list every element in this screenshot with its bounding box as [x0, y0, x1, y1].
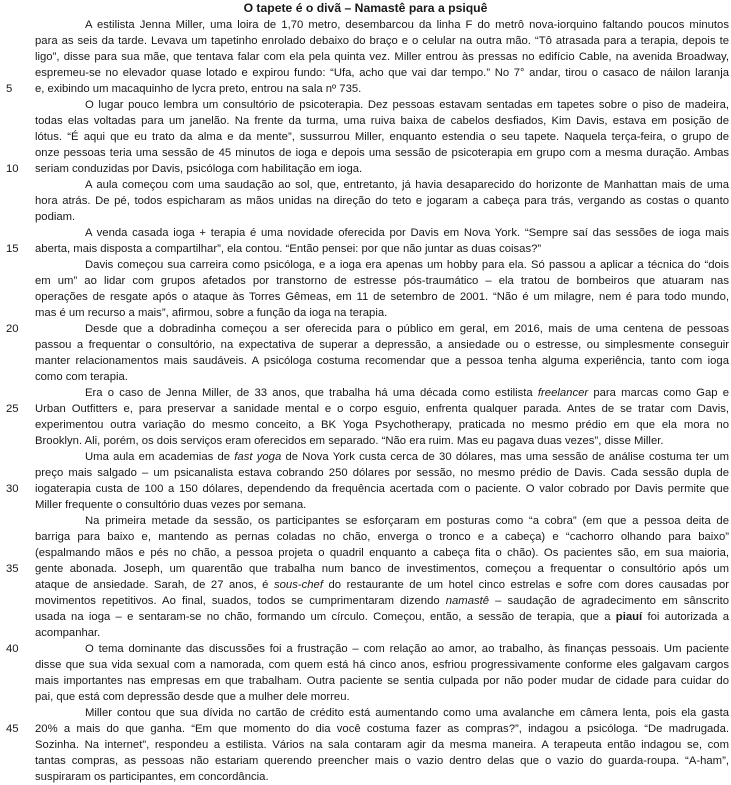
line-text	[35, 513, 731, 529]
line-text	[35, 321, 731, 337]
plain-text: seriam conduzidas por Davis, psicóloga com habilitação em ioga.	[35, 163, 363, 175]
line-text	[35, 641, 731, 657]
plain-text: espremeu-se no elevador quase lotado e expirou fundo: “Ufa, acho que vai dar tempo.” No 7° andar, tirou o casaco de náilon laranja	[35, 67, 729, 79]
plain-text: usada na ioga – e sentaram-se no chão, formando um círculo. Começou, então, a sessão de terapia, que a	[35, 611, 616, 623]
line-text	[35, 625, 731, 641]
plain-text: O tema dominante das discussões foi a frustração – com relação ao amor, ao trabalho, às finanças pessoais. Um paciente	[85, 643, 729, 655]
text-line	[0, 673, 731, 689]
line-number	[0, 353, 35, 369]
text-line	[0, 737, 731, 753]
plain-text: barriga para baixo e, mantendo as pernas coladas no chão, enverga o tronco e a cabeça) e “cachorro olhando para baixo”	[35, 531, 729, 543]
document-title: O tapete é o divã – Namastê para a psiquê	[243, 1, 488, 15]
plain-text: Na primeira metade da sessão, os participantes se esforçaram em posturas como “a cobra” (em que a pessoa deita de	[85, 515, 729, 527]
line-number	[0, 593, 35, 609]
bold-text: piauí	[615, 611, 643, 623]
text-line	[0, 161, 731, 177]
line-text	[35, 417, 731, 433]
text-line	[0, 753, 731, 769]
line-number: 25	[6, 403, 19, 415]
line-number	[0, 625, 35, 641]
plain-text: Davis começou sua carreira como psicóloga, e a ioga era apenas um hobby para ela. Só passou a aplicar a técnica do “dois	[85, 259, 729, 271]
line-text	[35, 609, 731, 625]
text-line	[0, 433, 731, 449]
plain-text: para as seis da tarde. Levava um tapetinho enrolado debaixo do braço e o celular na outra mão. “Tô atrasada para a terapia, depois te	[35, 35, 729, 47]
line-text	[35, 129, 731, 145]
plain-text: e, exibindo um macaquinho de lycra preto, entrou na sala nº 735.	[35, 83, 362, 95]
line-text	[35, 481, 731, 497]
plain-text: passou a frequentar o consultório, na expectativa de superar a depressão, a ansiedade ou o estresse, ou simplesmente conseguir	[35, 339, 729, 351]
line-number	[0, 305, 35, 321]
line-number	[0, 673, 35, 689]
text-line	[0, 369, 731, 385]
line-number	[0, 609, 35, 625]
line-number	[0, 417, 35, 433]
plain-text: aberta, mais disposta a compartilhar”, ela contou. “Então pensei: por que não juntar as duas coisas?”	[35, 243, 542, 255]
line-text	[35, 161, 731, 177]
plain-text: onze pessoas teria uma sessão de 45 minutos de ioga e depois uma sessão de psicoterapia em grupo com a mesma duração. Ambas	[35, 147, 729, 159]
text-line	[0, 385, 731, 401]
line-number	[0, 177, 35, 193]
line-number: 15	[6, 243, 19, 255]
text-line	[0, 417, 731, 433]
line-text	[35, 17, 731, 33]
line-text	[35, 753, 731, 769]
italic-text: namastê	[445, 595, 490, 607]
text-line	[0, 401, 731, 417]
line-text	[35, 721, 731, 737]
plain-text: A aula começou com uma saudação ao sol, que, entretanto, já havia desaparecido do horizonte de Manhattan mais de uma	[85, 179, 729, 191]
line-text	[35, 49, 731, 65]
plain-text: preço mais salgado – um psicanalista estava cobrando 250 dólares por sessão, no mesmo prédio de Davis. Cada sessão dupla de	[35, 467, 729, 479]
text-line	[0, 321, 731, 337]
plain-text: disse que sua vida sexual com a namorada, com quem está há cinco anos, esfriou progressivamente conforme eles galgavam cargos	[35, 659, 729, 671]
line-text	[35, 561, 731, 577]
text-line	[0, 449, 731, 465]
plain-text: Urban Outfitters e, para preservar a sanidade mental e o corpo esguio, enfrenta qualquer parada. Antes de se tratar com Davis,	[35, 403, 729, 415]
plain-text: para marcas como Gap e	[588, 387, 729, 399]
line-text	[35, 577, 731, 593]
line-number	[0, 49, 35, 65]
text-line	[0, 465, 731, 481]
plain-text: Brooklyn. Ali, porém, os dois serviços eram oferecidos em separado. “Não era ruim. Mas eu pagava duas vezes”, disse Miller.	[35, 435, 664, 447]
plain-text: todas elas voltadas para um janelão. Na frente da turma, uma ruiva baixa de cabelos desfiados, Kim Davis, estava em posição de	[35, 115, 729, 127]
text-line	[0, 705, 731, 721]
line-number: 10	[6, 163, 19, 175]
line-text	[35, 257, 731, 273]
line-text	[35, 593, 731, 609]
line-number	[0, 97, 35, 113]
plain-text: tantas compras, as pessoas não estariam querendo preencher mais o vazio dentro delas que o vazio do guarda-roupa. “A-ham”,	[35, 755, 729, 767]
line-text	[35, 241, 731, 257]
plain-text: Sozinha. Na internet”, respondeu a estilista. Vários na sala contaram agir da mesma maneira. A terapeuta então indagou se, com	[35, 739, 729, 751]
line-text	[35, 369, 731, 385]
text-line	[0, 225, 731, 241]
italic-text: fast yoga	[234, 451, 282, 463]
text-line	[0, 209, 731, 225]
line-text	[35, 177, 731, 193]
text-line	[0, 33, 731, 49]
line-number	[0, 289, 35, 305]
line-number	[0, 193, 35, 209]
plain-text: Desde que a dobradinha começou a ser oferecida para o público em geral, em 2016, mais de uma centena de pessoas	[85, 323, 729, 335]
plain-text: iogaterapia custa de 100 a 150 dólares, dependendo da frequência acertada com o paciente. O valor cobrado por Davis permite que	[35, 483, 729, 495]
plain-text: – saudação de agradecimento em sânscrito	[489, 595, 729, 607]
line-text	[35, 769, 731, 785]
plain-text: pai, que está com depressão desde que a mulher dele morreu.	[35, 691, 350, 703]
plain-text: operações de resgate após o ataque às Torres Gêmeas, em 11 de setembro de 2001. “Não é um milagre, nem é para todo mundo,	[35, 291, 729, 303]
line-text	[35, 289, 731, 305]
line-number	[0, 737, 35, 753]
line-text	[35, 225, 731, 241]
text-line	[0, 609, 731, 625]
line-number	[0, 433, 35, 449]
text-line	[0, 593, 731, 609]
text-line	[0, 577, 731, 593]
line-number	[0, 129, 35, 145]
line-number	[0, 225, 35, 241]
line-number: 35	[6, 563, 19, 575]
text-line	[0, 561, 731, 577]
plain-text: 20% a mais do que ganha. “Em que momento do dia você costuma fazer as compras?”, indagou a psicóloga. “De madrugada.	[35, 723, 729, 735]
text-line	[0, 113, 731, 129]
line-number	[0, 529, 35, 545]
text-line	[0, 145, 731, 161]
text-line	[0, 81, 731, 97]
line-text	[35, 65, 731, 81]
plain-text: como com terapia.	[35, 371, 128, 383]
line-number	[0, 657, 35, 673]
text-line	[0, 657, 731, 673]
plain-text: Uma aula em academias de	[85, 451, 235, 463]
text-line	[0, 625, 731, 641]
line-text	[35, 113, 731, 129]
italic-text: freelancer	[537, 387, 589, 399]
text-line	[0, 177, 731, 193]
text-line	[0, 305, 731, 321]
line-text	[35, 705, 731, 721]
line-number: 30	[6, 483, 19, 495]
plain-text: hora atrás. De pé, todos espicharam as mãos unidas na direção do teto e jogaram a cabeça para trás, vergando as costas o quanto	[35, 195, 729, 207]
line-text	[35, 545, 731, 561]
plain-text: de Nova York custa cerca de 30 dólares, mas uma sessão de análise costuma ter um	[281, 451, 729, 463]
plain-text: lótus. “É aqui que eu trato da alma e da mente”, sussurrou Miller, enquanto estendia o seu tapete. Naquela terça-feira, o grupo de	[35, 131, 729, 143]
line-text	[35, 385, 731, 401]
plain-text: gente abonada. Joseph, um quarentão que trabalha num banco de investimentos, começou a frequentar o consultório após um	[35, 563, 729, 575]
text-line	[0, 97, 731, 113]
plain-text: mas é um recurso a mais”, afirmou, sobre a função da ioga na terapia.	[35, 307, 388, 319]
plain-text: experimentou outra variação do mesmo conceito, a BK Yoga Psychotherapy, praticada no mesmo prédio em que ela mora no	[35, 419, 729, 431]
plain-text: mais importantes nas empresas em que trabalham. Outra paciente se sentia culpada por não poder mudar de cidade para cuidar do	[35, 675, 729, 687]
text-line	[0, 49, 731, 65]
plain-text: ataque de ansiedade. Sarah, de 27 anos, é	[35, 579, 274, 591]
line-text	[35, 737, 731, 753]
line-number	[0, 257, 35, 273]
line-number	[0, 145, 35, 161]
line-number	[0, 545, 35, 561]
plain-text: em um” ao lidar com grupos afetados por transtorno de estresse pós-traumático – ela tratou de bombeiros que atuaram nas	[35, 275, 729, 287]
text-line	[0, 513, 731, 529]
plain-text: foi autorizada a	[642, 611, 729, 623]
line-number	[0, 385, 35, 401]
line-number	[0, 337, 35, 353]
plain-text: A estilista Jenna Miller, uma loira de 1,70 metro, desembarcou da linha F do metrô nova-iorquino faltando poucos minutos	[85, 19, 729, 31]
line-number: 40	[6, 643, 19, 655]
line-number	[0, 753, 35, 769]
line-number: 45	[6, 723, 19, 735]
line-number	[0, 273, 35, 289]
plain-text: Miller contou que sua dívida no cartão de crédito está aumentando como uma avalanche em câmera lenta, pois ela gasta	[85, 707, 729, 719]
text-line	[0, 689, 731, 705]
text-line	[0, 481, 731, 497]
plain-text: movimentos repetitivos. Ao final, suados, todos se cumprimentaram dizendo	[35, 595, 446, 607]
line-number	[0, 465, 35, 481]
line-text	[35, 673, 731, 689]
line-text	[35, 353, 731, 369]
italic-text: sous-chef	[274, 579, 323, 591]
plain-text: O lugar pouco lembra um consultório de psicoterapia. Dez pessoas estavam sentadas em tapetes sobre o piso de madeira,	[85, 99, 729, 111]
text-line	[0, 17, 731, 33]
line-number	[0, 113, 35, 129]
text-line	[0, 545, 731, 561]
plain-text: Era o caso de Jenna Miller, de 33 anos, que trabalha há uma década como estilista	[85, 387, 538, 399]
line-text	[35, 689, 731, 705]
line-text	[35, 273, 731, 289]
line-number	[0, 705, 35, 721]
line-text	[35, 145, 731, 161]
line-number: 5	[6, 83, 13, 95]
line-text	[35, 97, 731, 113]
line-number	[0, 689, 35, 705]
line-text	[35, 81, 731, 97]
text-line	[0, 353, 731, 369]
line-text	[35, 33, 731, 49]
line-number	[0, 33, 35, 49]
line-text	[35, 433, 731, 449]
text-line	[0, 641, 731, 657]
line-number	[0, 769, 35, 785]
text-line	[0, 497, 731, 513]
line-number	[0, 65, 35, 81]
line-text	[35, 401, 731, 417]
line-text	[35, 465, 731, 481]
line-text	[35, 449, 731, 465]
line-number	[0, 17, 35, 33]
line-text	[35, 657, 731, 673]
text-line	[0, 289, 731, 305]
text-line	[0, 529, 731, 545]
plain-text: (espalmando mãos e pés no chão, a pessoa projeta o quadril enquanto a cabeça fita o chão). Os pacientes são, em sua maioria,	[35, 547, 729, 559]
plain-text: manter relacionamentos mais saudáveis. A psicóloga costuma recomendar que a pessoa tenha alguma experiência, tanto com ioga	[35, 355, 729, 367]
line-text	[35, 497, 731, 513]
text-line	[0, 257, 731, 273]
line-number	[0, 449, 35, 465]
document-body	[0, 17, 731, 785]
line-text	[35, 337, 731, 353]
plain-text: acompanhar.	[35, 627, 101, 639]
text-line	[0, 337, 731, 353]
line-text	[35, 529, 731, 545]
line-number	[0, 497, 35, 513]
text-line	[0, 129, 731, 145]
plain-text: Miller frequente o consultório duas vezes por semana.	[35, 499, 307, 511]
line-number: 20	[6, 323, 19, 335]
plain-text: A venda casada ioga + terapia é uma novidade oferecida por Davis em Nova York. “Sempre saí das sessões de ioga mais	[85, 227, 729, 239]
plain-text: suspiraram os participantes, em concordância.	[35, 771, 269, 783]
line-text	[35, 209, 731, 225]
text-line	[0, 65, 731, 81]
text-line	[0, 769, 731, 785]
plain-text: ligo”, disse para sua mãe, que tentava falar com ela pela quinta vez. Miller entrou às pressas no edifício Cable, na avenida Broadway,	[35, 51, 729, 63]
line-number	[0, 209, 35, 225]
line-text	[35, 193, 731, 209]
text-line	[0, 193, 731, 209]
line-number	[0, 513, 35, 529]
line-number	[0, 577, 35, 593]
text-line	[0, 241, 731, 257]
text-line	[0, 721, 731, 737]
plain-text: podiam.	[35, 211, 76, 223]
line-text	[35, 305, 731, 321]
text-line	[0, 273, 731, 289]
plain-text: do restaurante de um hotel cinco estrelas e sofre com dores causadas por	[322, 579, 729, 591]
line-number	[0, 369, 35, 385]
